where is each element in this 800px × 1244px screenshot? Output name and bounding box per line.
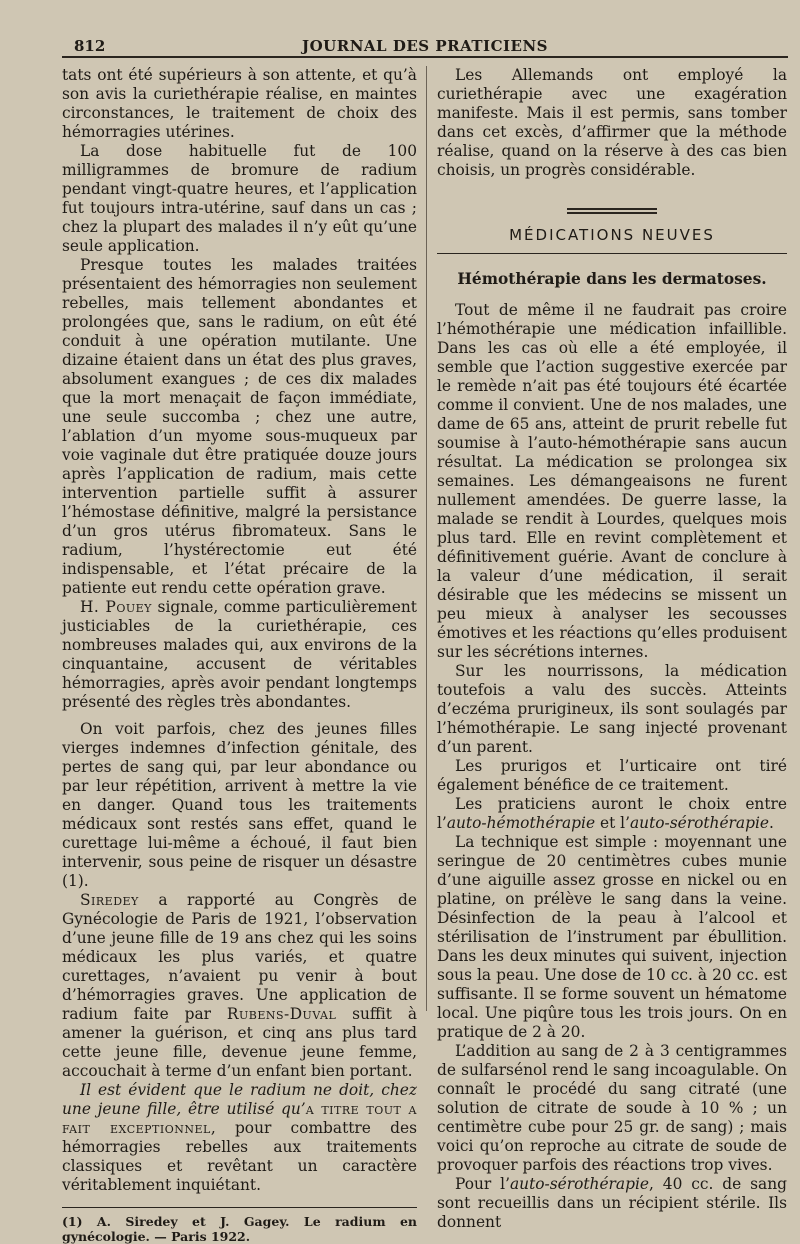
paragraph (437, 795, 787, 833)
column-divider (426, 66, 427, 1011)
emphasis-text: auto-sérothérapie (509, 1175, 649, 1193)
paragraph-text: Pour l’ (455, 1175, 510, 1193)
paragraph-text: Les praticiens auront le choix entre l’ (437, 795, 787, 832)
paragraph (437, 1175, 787, 1232)
paragraph-text: a rapporté au Congrès de Gynécologie de Paris de 1921, l’observation d’une jeune fille de 19 ans chez qui les soins médicaux les plus variés, et quatre curettages, n’avaient pu venir à bout d’hémorragies graves. Une application de radium faite par (62, 891, 417, 1023)
paragraph (62, 1081, 417, 1195)
emphasis-caps: a titre tout a fait exceptionnel (62, 1100, 417, 1137)
right-column (437, 66, 787, 1232)
paragraph: La dose habituelle fut de 100 milligrammes de bromure de radium pendant vingt-quatre heures, et l’application fut toujours intra-utérine, sauf dans un cas ; chez la plupart des malades il n’y eût qu’une seule application. (62, 142, 417, 255)
section-ornament (567, 208, 657, 214)
paragraph-text: , 40 cc. de sang sont recueillis dans un récipient stérile. Ils donnent (437, 1175, 787, 1231)
section-title: MÉDICATIONS NEUVES (509, 226, 715, 244)
page-number: 812 (74, 37, 106, 55)
emphasis-text: auto-sérothérapie (629, 814, 769, 832)
page-header (62, 34, 788, 58)
paragraph-text: suffit à amener la guérison, et cinq ans plus tard cette jeune fille, devenue jeune femme, accouchait à terme d’un enfant bien portant. (62, 1005, 418, 1080)
paragraph (62, 891, 417, 1081)
author-name: Rubens-Duval (226, 1005, 337, 1023)
paragraph-text: , pour combattre des hémorragies rebelles aux traitements classiques et revêtant un caractère véritablement inquiétant. (62, 1119, 417, 1194)
paragraph: Sur les nourrissons, la médication toutefois a valu des succès. Atteints d’eczéma prurigineux, ils sont soulagés par l’hémothérapie. Le sang injecté provenant d’un parent. (437, 662, 787, 756)
article-title: Hémothérapie dans les dermatoses. (457, 270, 767, 288)
paragraph: tats ont été supérieurs à son attente, et qu’à son avis la curiethérapie réalise, en maintes circonstances, le traitement de choix des hémorragies utérines. (62, 66, 417, 141)
journal-title: JOURNAL DES PRATICIENS (302, 37, 548, 55)
paragraph (62, 598, 417, 712)
paragraph: On voit parfois, chez des jeunes filles vierges indemnes d’infection génitale, des pertes de sang qui, par leur abondance ou par leur répétition, arrivent à mettre la vie en danger. Quand tous les traitements médicaux sont restés sans effet, quand le curettage lui-même a échoué, il faut bien intervenir, sous peine de risquer un désastre (1). (62, 720, 417, 890)
paragraph-text: . (768, 814, 774, 832)
left-column (62, 66, 417, 1244)
paragraph: La technique est simple : moyennant une seringue de 20 centimètres cubes munie d’une aiguille assez grosse en nickel ou en platine, on prélève le sang dans la veine. Désinfection de la peau à l’alcool et stérilisation de l’instrument par ébullition. Dans les deux minutes qui suivent, injection sous la peau. Une dose de 10 cc. à 20 cc. est suffisante. Il se forme souvent un hématome local. Une piqûre tous les trois jours. On en pratique de 2 à 20. (437, 833, 787, 1041)
paragraph: Tout de même il ne faudrait pas croire l’hémothérapie une médication infaillible. Dans les cas où elle a été employée, il semble que l’action suggestive exercée par le remède n’ait pas été toujours été écartée comme il convient. Une de nos malades, une dame de 65 ans, atteint de prurit rebelle fut soumise à l’auto-hémothérapie sans aucun résultat. La médication se prolongea six semaines. Les démangeaisons ne furent nullement amendées. De guerre lasse, la malade se rendit à Lourdes, quelques mois plus tard. Elle en revint complètement et définitivement guérie. Avant de conclure à la valeur d’une médication, il serait désirable que les médecins se missent un peu mieux à analyser les secousses émotives et les réactions qu’elles produisent sur les sécrétions internes. (437, 301, 787, 661)
paragraph: Les Allemands ont employé la curiethérapie avec une exagération manifeste. Mais il est permis, sans tomber dans cet excès, d’affirmer que la méthode réalise, quand on la réserve à des cas bien choisis, un progrès considérable. (437, 66, 787, 179)
author-name: H. Pouey (80, 598, 152, 616)
author-name: Siredey (80, 891, 139, 909)
emphasis-text: Il est évident que le radium ne doit, chez une jeune fille, être utilisé qu’ (62, 1081, 417, 1118)
paragraph-text: et l’ (595, 814, 630, 832)
paragraph-text: signale, comme particulièrement justiciables de la curiethérapie, ces nombreuses malades qui, aux environs de la cinquantaine, accusent de véritables hémorragies, après avoir pendant longtemps présenté des règles très abondantes. (62, 598, 417, 711)
footnote: (1) A. Siredey et J. Gagey. Le radium en gynécologie. — Paris 1922. (62, 1214, 417, 1244)
paragraph: Les prurigos et l’urticaire ont tiré également bénéfice de ce traitement. (437, 757, 787, 794)
section-divider (437, 253, 787, 254)
paragraph: L’addition au sang de 2 à 3 centigrammes de sulfarsénol rend le sang incoagulable. On connaît le procédé du sang citraté (une solution de citrate de soude à 10 % ; un centimètre cube pour 25 gr. de sang) ; mais voici qu’on reproche au citrate de soude de provoquer parfois des réactions trop vives. (437, 1042, 787, 1174)
footnote-divider (62, 1207, 417, 1208)
paragraph: Presque toutes les malades traitées présentaient des hémorragies non seulement rebelles, mais tellement abondantes et prolongées que, sans le radium, on eût été conduit à une opération mutilante. Une dizaine étaient dans un état des plus graves, absolument exangues ; de ces dix malades que la mort menaçait de façon immédiate, une seule succomba ; chez une autre, l’ablation d’un myome sous-muqueux par voie vaginale dut être pratiquée douze jours après l’application de radium, mais cette intervention partielle suffit à assurer l’hémostase définitive, malgré la persistance d’un gros utérus fibromateux. Sans le radium, l’hystérectomie eut été indispensable, et l’état précaire de la patiente eut rendu cette opération grave. (62, 256, 417, 597)
emphasis-text: auto-hémothérapie (446, 814, 596, 832)
